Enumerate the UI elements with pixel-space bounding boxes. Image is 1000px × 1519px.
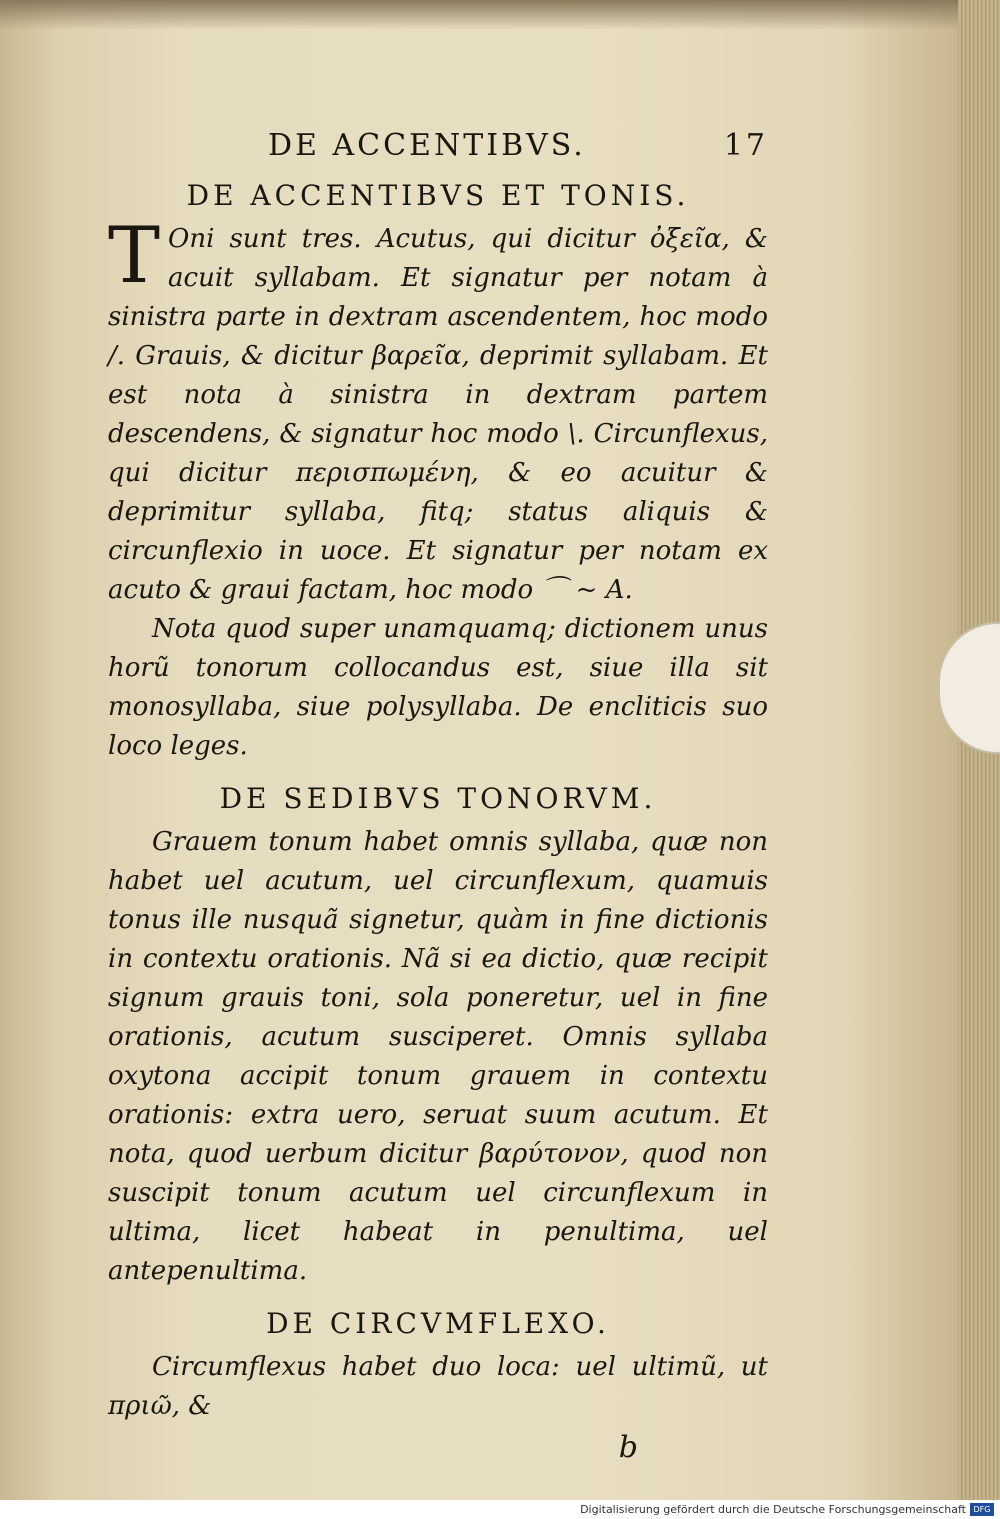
running-head-title: DE ACCENTIBVS. (268, 128, 586, 163)
dfg-logo: DFG (970, 1503, 994, 1516)
drop-cap: T (108, 211, 161, 301)
running-head (268, 128, 768, 163)
footer-credit: Digitalisierung gefördert durch die Deutsche Forschungsgemeinschaft (580, 1503, 966, 1516)
footer-bar (0, 1500, 1000, 1519)
page-text (108, 128, 768, 1465)
signature-mark: b (618, 1430, 638, 1465)
paragraph-tones (108, 211, 768, 610)
paragraph-circumflexus: Circumflexus habet duo loca: uel ultimũ, ut πριῶ, & (108, 1352, 768, 1421)
page-shadow (0, 0, 958, 30)
paragraph-tones-text: Oni sunt tres. Acutus, qui dicitur ὀξεῖα, & acuit syllabam. Et signatur per notam à sinistra parte in dextram ascendentem, hoc modo /. Grauis, & dicitur βαρεῖα, deprimit syllabam. Et est nota à sinistra in dextram partem descendens, & signatur hoc modo \. Circunflexus, qui dicitur περισπωμένη, & eo acuitur & deprimitur syllaba, fitq; status aliquis & circunflexio in uoce. Et signatur per notam ex acuto & graui factam, hoc modo ⌒ ~ A. (108, 224, 768, 605)
page-number: 17 (723, 128, 768, 163)
paragraph-grauem: Grauem tonum habet omnis syllaba, quæ non habet uel acutum, uel circunflexum, quamuis tonus ille nusquã signetur, quàm in fine dictionis in contextu orationis. Nã si ea dictio, quæ recipit signum grauis toni, sola poneretur, uel in fine orationis, acutum susciperet. Omnis syllaba oxytona accipit tonum grauem in contextu orationis: extra uero, seruat suum acutum. Et nota, quod uerbum dicitur βαρύτονον, quod non suscipit tonum acutum uel circunflexum in ultima, licet habeat in penultima, uel antepenultima. (108, 827, 768, 1286)
section-title-accents: DE ACCENTIBVS ET TONIS. (186, 179, 690, 212)
section-title-sedibus: DE SEDIBVS TONORVM. (219, 782, 657, 815)
paragraph-nota: Nota quod super unamquamq; dictionem unus horũ tonorum collocandus est, siue illa sit monosyllaba, siue polysyllaba. De encliticis suo loco leges. (108, 614, 768, 761)
section-title-circumflexo: DE CIRCVMFLEXO. (266, 1307, 610, 1340)
